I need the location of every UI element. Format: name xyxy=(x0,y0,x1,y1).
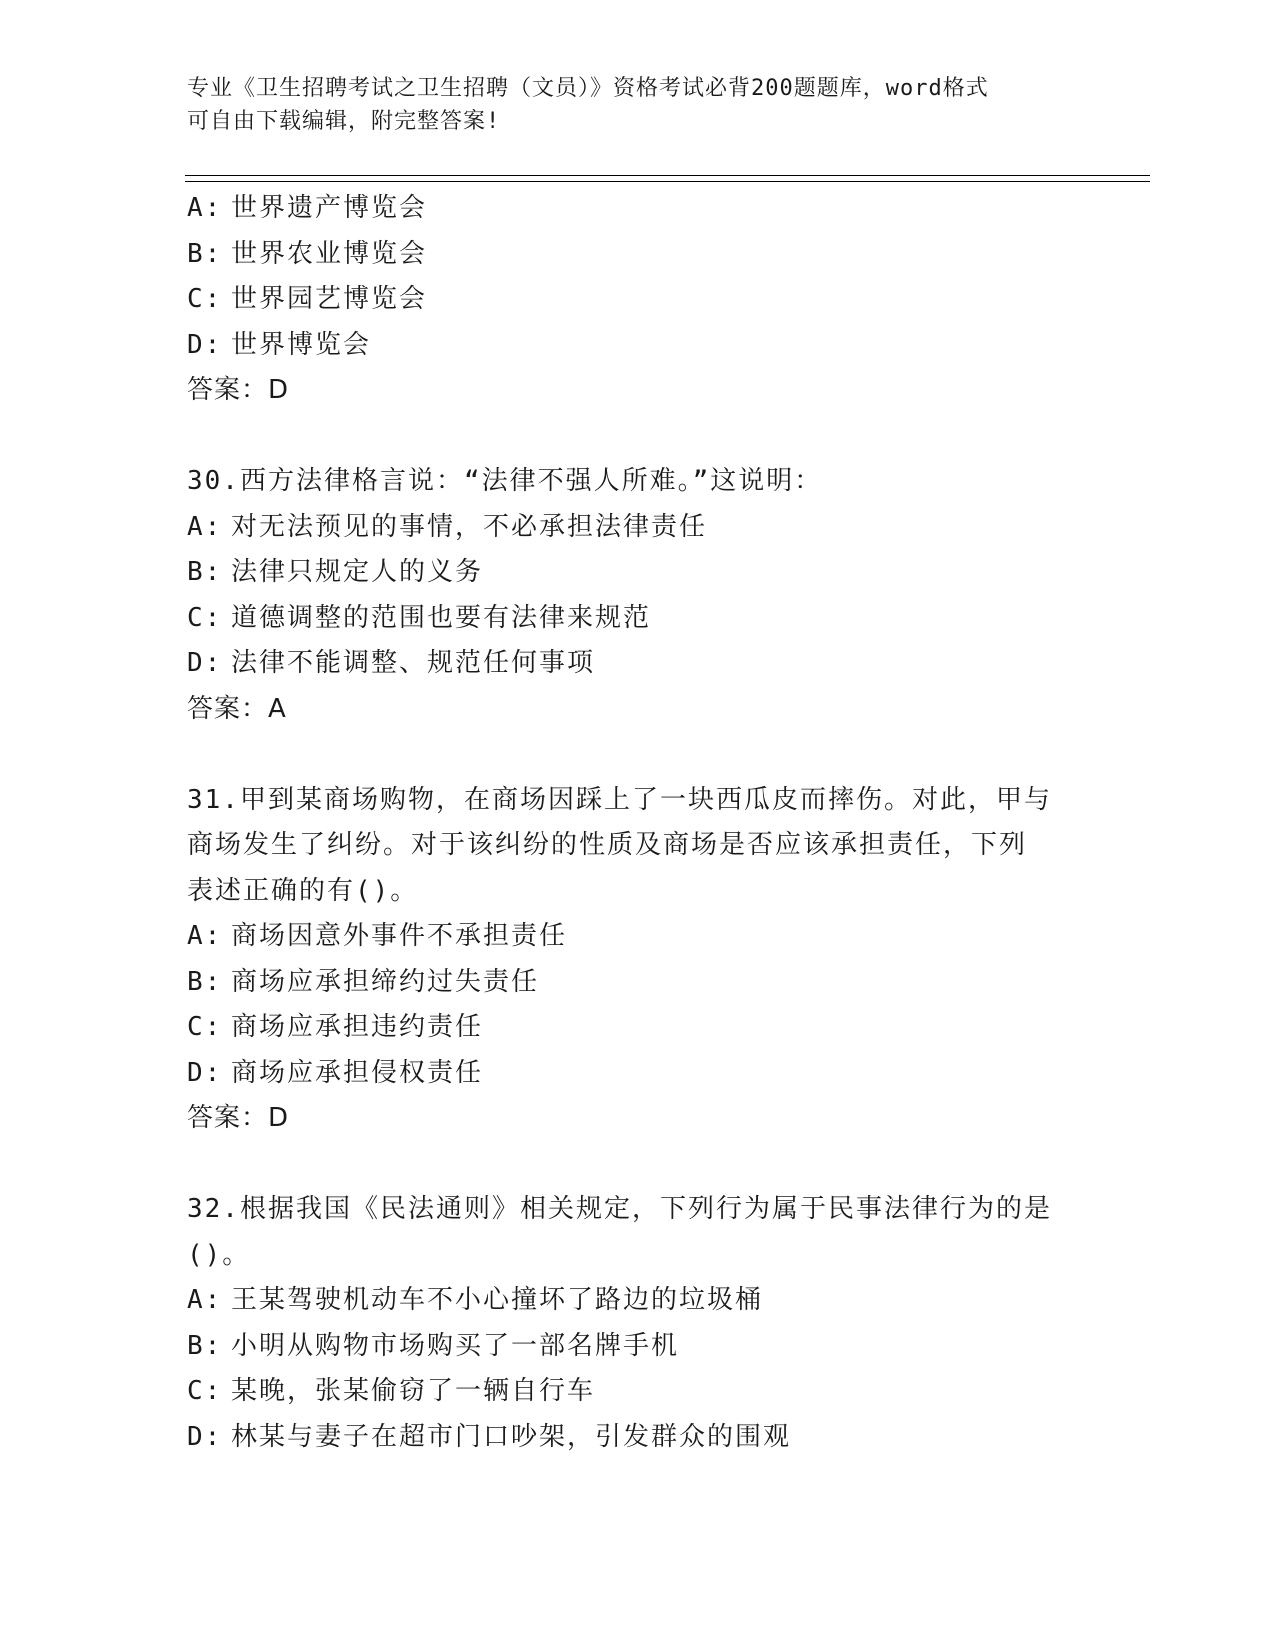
option-text: 某晚，张某偷窃了一辆自行车 xyxy=(231,1376,596,1406)
option-text: 世界园艺博览会 xyxy=(231,284,428,314)
option-d xyxy=(187,641,1087,687)
option-text: 法律不能调整、规范任何事项 xyxy=(231,648,596,678)
document-header xyxy=(187,72,1067,138)
header-divider-top xyxy=(185,175,1150,176)
question-31 xyxy=(187,778,1087,1142)
spacer xyxy=(187,732,1087,778)
option-text: 商场应承担侵权责任 xyxy=(231,1057,484,1088)
option-key: D: xyxy=(187,1057,223,1088)
answer-line: 答案：D xyxy=(187,375,290,405)
option-c xyxy=(187,1005,1087,1051)
option-key: B: xyxy=(187,557,223,587)
option-key: D: xyxy=(187,329,223,360)
option-a xyxy=(187,186,1087,232)
answer-line: 答案：D xyxy=(187,1103,290,1133)
option-b xyxy=(187,232,1087,278)
option-d xyxy=(187,323,1087,369)
spacer xyxy=(187,1142,1087,1188)
option-key: B: xyxy=(187,238,223,269)
option-c xyxy=(187,596,1087,642)
option-key: B: xyxy=(187,966,223,997)
option-key: B: xyxy=(187,1330,223,1361)
option-text: 商场应承担违约责任 xyxy=(231,1012,484,1042)
option-text: 小明从购物市场购买了一部名牌手机 xyxy=(231,1330,680,1361)
question-stem: 表述正确的有()。 xyxy=(187,875,419,906)
question-32 xyxy=(187,1187,1087,1460)
option-key: D: xyxy=(187,1421,223,1452)
option-text: 世界遗产博览会 xyxy=(231,193,428,223)
option-key: A: xyxy=(187,921,223,951)
option-text: 对无法预见的事情，不必承担法律责任 xyxy=(231,511,708,542)
question-29 xyxy=(187,186,1087,414)
option-key: A: xyxy=(187,511,223,542)
option-text: 王某驾驶机动车不小心撞坏了路边的垃圾桶 xyxy=(231,1285,764,1315)
option-key: C: xyxy=(187,602,223,633)
option-a xyxy=(187,505,1087,551)
question-stem: ()。 xyxy=(187,1239,251,1270)
option-a xyxy=(187,914,1087,960)
option-c xyxy=(187,1369,1087,1415)
option-key: C: xyxy=(187,284,223,314)
option-text: 世界农业博览会 xyxy=(231,238,428,269)
question-list xyxy=(187,186,1087,1460)
question-stem: 32.根据我国《民法通则》相关规定，下列行为属于民事法律行为的是 xyxy=(187,1194,1052,1224)
option-text: 商场因意外事件不承担责任 xyxy=(231,921,568,951)
question-30 xyxy=(187,459,1087,732)
option-key: C: xyxy=(187,1376,223,1406)
option-c xyxy=(187,277,1087,323)
option-text: 世界博览会 xyxy=(231,329,372,360)
option-text: 法律只规定人的义务 xyxy=(231,557,484,587)
option-d xyxy=(187,1415,1087,1461)
header-title-line-2: 可自由下载编辑，附完整答案! xyxy=(187,109,501,134)
option-b xyxy=(187,960,1087,1006)
spacer xyxy=(187,414,1087,460)
question-stem: 31.甲到某商场购物，在商场因踩上了一块西瓜皮而摔伤。对此，甲与 xyxy=(187,784,1052,815)
option-b xyxy=(187,550,1087,596)
option-key: C: xyxy=(187,1012,223,1042)
option-a xyxy=(187,1278,1087,1324)
option-text: 林某与妻子在超市门口吵架，引发群众的围观 xyxy=(231,1421,792,1452)
option-d xyxy=(187,1051,1087,1097)
question-stem: 30.西方法律格言说：“法律不强人所难。”这说明： xyxy=(187,466,823,496)
option-key: A: xyxy=(187,1285,223,1315)
option-text: 道德调整的范围也要有法律来规范 xyxy=(231,602,652,633)
question-stem: 商场发生了纠纷。对于该纠纷的性质及商场是否应该承担责任，下列 xyxy=(187,830,1028,860)
option-text: 商场应承担缔约过失责任 xyxy=(231,966,540,997)
header-divider-bottom xyxy=(185,181,1150,182)
answer-line: 答案：A xyxy=(187,693,287,724)
option-key: A: xyxy=(187,193,223,223)
header-title-line-1: 专业《卫生招聘考试之卫生招聘（文员）》资格考试必背200题题库，word格式 xyxy=(187,76,989,101)
option-key: D: xyxy=(187,648,223,678)
option-b xyxy=(187,1324,1087,1370)
